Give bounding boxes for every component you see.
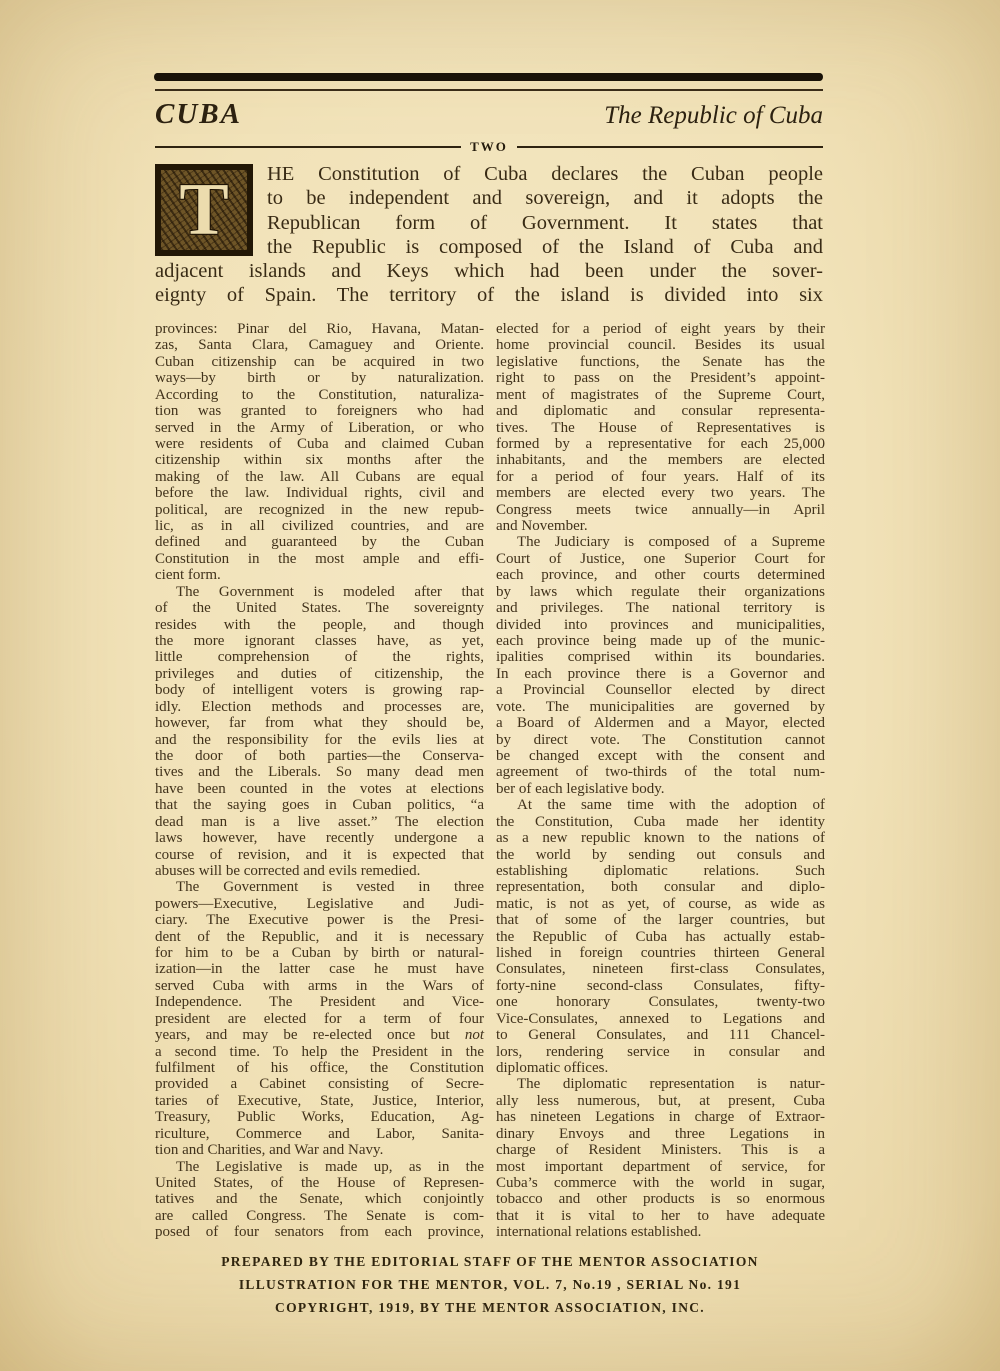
text-line: citizenship within six months after the <box>155 452 484 469</box>
text-line: provinces: Pinar del Rio, Havana, Matan- <box>155 321 484 337</box>
text-line: powers—Executive, Legislative and Judi- <box>155 895 484 912</box>
text-line: years, and may be re-elected once but not <box>155 1027 484 1044</box>
text-line: ways—by birth or by naturalization. <box>155 370 484 387</box>
top-thin-rule <box>155 89 823 91</box>
text-line: Cuba’s commerce with the world in sugar, <box>496 1174 825 1191</box>
text-line: and diplomatic and consular representa- <box>496 403 825 420</box>
text-line: At the same time with the adoption of <box>517 797 825 814</box>
text-line: The Government is vested in three <box>176 879 484 896</box>
text-line: and privileges. The national territory is <box>496 600 825 617</box>
text-line: tatives and the Senate, which conjointly <box>155 1191 484 1208</box>
paragraph <box>155 879 484 1158</box>
text-line: that it is vital to her to have adequate <box>496 1207 825 1224</box>
paragraph <box>155 584 484 880</box>
text-line: tobacco and other products is so enormous <box>496 1191 825 1208</box>
text-line: ciary. The Executive power is the Presi- <box>155 912 484 929</box>
text-line: cient form. <box>155 567 221 584</box>
text-line: tives and the Liberals. So many dead men <box>155 764 484 781</box>
text-line: Treasury, Public Works, Education, Ag- <box>155 1109 484 1126</box>
text-line: Court of Justice, one Superior Court for <box>496 550 825 567</box>
text-line: taries of Executive, State, Justice, Interior, <box>155 1092 484 1109</box>
text-line: has nineteen Legations in charge of Extraor- <box>496 1109 825 1126</box>
text-line: charge of Resident Ministers. This is a <box>496 1142 825 1159</box>
text-line: home provincial council. Besides its usual <box>496 337 825 354</box>
text-line: however, far from what they should be, <box>155 715 484 732</box>
page-number-label: TWO <box>470 139 508 154</box>
text-line: making of the law. All Cubans are equal <box>155 468 484 485</box>
intro-line: to be independent and sovereign, and it adopts the <box>267 187 823 210</box>
text-line: by direct vote. The Constitution cannot <box>496 731 825 748</box>
text-line: vote. The municipalities are governed by <box>496 698 825 715</box>
paragraph <box>496 321 825 534</box>
text-line: and November. <box>496 518 588 535</box>
drop-cap-letter: T <box>179 169 229 251</box>
text-line: Constitution in the most ample and effi- <box>155 550 484 567</box>
text-line: dead man is a live asset.” The election <box>155 813 484 830</box>
text-line: provided a Cabinet consisting of Secre- <box>155 1076 484 1093</box>
text-line: fulfilment of his office, the Constitution <box>155 1059 484 1076</box>
text-line: a second time. To help the President in the <box>155 1043 484 1060</box>
text-line: most important department of service, for <box>496 1158 825 1175</box>
text-line: ally less numerous, but, at present, Cuba <box>496 1092 825 1109</box>
text-line: posed of four senators from each province, <box>155 1224 484 1241</box>
text-line: before the law. Individual rights, civil and <box>155 485 484 502</box>
text-line: dent of the Republic, and it is necessary <box>155 928 484 945</box>
text-line: lished in foreign countries thirteen General <box>496 945 825 962</box>
text-line: Cuban citizenship can be acquired in two <box>155 353 484 370</box>
text-line: ipalities comprised within its boundaries. <box>496 649 825 666</box>
text-line: lic, as in all civilized countries, and are <box>155 518 484 535</box>
text-line: forty-nine second-class Consulates, fifty- <box>496 977 825 994</box>
intro-paragraph <box>155 162 823 308</box>
text-line: for a period of four years. Half of its <box>496 468 825 485</box>
header-right-title: The Republic of Cuba <box>604 102 823 129</box>
page-number-divider <box>155 139 823 155</box>
text-line: According to the Constitution, naturaliza- <box>155 386 484 403</box>
text-line: for him to be a Cuban by birth or natural- <box>155 945 484 962</box>
text-line: a Board of Aldermen and a Mayor, elected <box>496 715 825 732</box>
text-line: Independence. The President and Vice- <box>155 994 484 1011</box>
top-thick-rule <box>154 73 823 81</box>
paragraph <box>155 321 484 584</box>
text-line: formed by a representative for each 25,000 <box>496 435 825 452</box>
text-line: of the United States. The sovereignty <box>155 600 484 617</box>
text-line: are called Congress. The Senate is com- <box>155 1207 484 1224</box>
text-line: be changed except with the consent and <box>496 747 825 764</box>
text-line: divided into provinces and municipalities, <box>496 616 825 633</box>
intro-line: the Republic is composed of the Island of Cuba and <box>267 235 823 258</box>
text-line: abuses will be corrected and evils remedied. <box>155 862 421 879</box>
text-line: course of revision, and it is expected that <box>155 846 484 863</box>
text-line: and the responsibility for the evils lies at <box>155 731 484 748</box>
text-line: as a new republic known to the nations of <box>496 830 825 847</box>
text-line: Vice-Consulates, annexed to Legations and <box>496 1010 825 1027</box>
intro-line: adjacent islands and Keys which had been under the sover- <box>155 260 823 283</box>
text-line: lors, rendering service in consular and <box>496 1043 825 1060</box>
text-line: the Constitution, Cuba made her identity <box>496 813 825 830</box>
text-line: tion was granted to foreigners who had <box>155 403 484 420</box>
text-line: the door of both parties—the Conserva- <box>155 747 484 764</box>
text-line: resides with the people, and though <box>155 616 484 633</box>
text-line: little comprehension of the rights, <box>155 649 484 666</box>
text-line: privileges and duties of citizenship, the <box>155 665 484 682</box>
text-line: dinary Envoys and three Legations in <box>496 1125 825 1142</box>
text-line: tives. The House of Representatives is <box>496 419 825 436</box>
text-line: were residents of Cuba and claimed Cuban <box>155 435 484 452</box>
text-line: served Cuba with arms in the Wars of <box>155 977 484 994</box>
text-line: president are elected for a term of four <box>155 1010 484 1027</box>
text-line: each province being made up of the munic- <box>496 633 825 650</box>
text-line: tion and Charities, and War and Navy. <box>155 1142 384 1159</box>
text-line: agreement of two-thirds of the total num- <box>496 764 825 781</box>
text-line: matic, is not as yet, of course, as wide as <box>496 895 825 912</box>
text-line: the more ignorant classes have, as yet, <box>155 633 484 650</box>
text-line: ber of each legislative body. <box>496 780 665 797</box>
text-line: each province, and other courts determined <box>496 567 825 584</box>
text-line: one honorary Consulates, twenty-two <box>496 994 825 1011</box>
text-line: ization—in the latter case he must have <box>155 961 484 978</box>
divider-rule-left <box>155 146 461 148</box>
text-line: The diplomatic representation is natur- <box>517 1076 825 1093</box>
paragraph <box>496 534 825 797</box>
footer-credits <box>155 1250 825 1319</box>
right-column <box>496 321 825 1241</box>
text-line: idly. Election methods and processes are, <box>155 698 484 715</box>
text-line: right to pass on the President’s appoint- <box>496 370 825 387</box>
left-column <box>155 321 484 1241</box>
text-line: that of some of the larger countries, but <box>496 912 825 929</box>
text-line: The Government is modeled after that <box>176 583 484 600</box>
text-line: defined and guaranteed by the Cuban <box>155 534 484 551</box>
paragraph <box>496 1076 825 1240</box>
text-line: the Republic of Cuba has actually estab- <box>496 928 825 945</box>
text-line: a Provincial Counsellor elected by direct <box>496 682 825 699</box>
text-line: have been counted in the votes at elections <box>155 780 484 797</box>
intro-line: Republican form of Government. It states that <box>267 211 823 234</box>
text-line: Consulates, nineteen first-class Consulates, <box>496 961 825 978</box>
divider-rule-right <box>517 146 823 148</box>
footer-line: ILLUSTRATION FOR THE MENTOR, VOL. 7, No.19 , SERIAL No. 191 <box>238 1277 742 1292</box>
paragraph <box>496 797 825 1076</box>
drop-cap-box <box>155 164 253 256</box>
intro-line: HE Constitution of Cuba declares the Cuban people <box>267 163 823 185</box>
text-line: diplomatic offices. <box>496 1059 609 1076</box>
text-line: served in the Army of Liberation, or who <box>155 419 484 436</box>
text-line: to General Consulates, and 111 Chancel- <box>496 1027 825 1044</box>
text-line: the world by sending out consuls and <box>496 846 825 863</box>
text-line: ment of magistrates of the Supreme Court, <box>496 386 825 403</box>
text-line: that the saying goes in Cuban politics, “a <box>155 797 484 814</box>
text-line: United States, of the House of Represen- <box>155 1174 484 1191</box>
text-line: riculture, Commerce and Labor, Sanita- <box>155 1125 484 1142</box>
text-line: zas, Santa Clara, Camaguey and Oriente. <box>155 337 484 354</box>
text-line: legislative functions, the Senate has the <box>496 353 825 370</box>
text-line: inhabitants, and the members are elected <box>496 452 825 469</box>
page-header <box>155 98 823 131</box>
text-line: representation, both consular and diplo- <box>496 879 825 896</box>
intro-line: eignty of Spain. The territory of the island is divided into six <box>155 284 823 307</box>
text-line: The Legislative is made up, as in the <box>176 1158 484 1175</box>
text-line: Congress meets twice annually—in April <box>496 501 825 518</box>
paragraph <box>155 1159 484 1241</box>
text-line: members are elected every two years. The <box>496 485 825 502</box>
footer-line: PREPARED BY THE EDITORIAL STAFF OF THE MENTOR ASSOCIATION <box>221 1254 759 1269</box>
text-line: elected for a period of eight years by their <box>496 321 825 337</box>
text-line: laws however, have recently undergone a <box>155 830 484 847</box>
text-line: establishing diplomatic relations. Such <box>496 862 825 879</box>
body-columns <box>155 321 825 1241</box>
text-line: by laws which regulate their organizations <box>496 583 825 600</box>
text-line: international relations established. <box>496 1224 702 1241</box>
text-line: body of intelligent voters is growing rap- <box>155 682 484 699</box>
text-line: The Judiciary is composed of a Supreme <box>517 534 825 551</box>
text-line: In each province there is a Governor and <box>496 665 825 682</box>
text-line: political, are recognized in the new repub- <box>155 501 484 518</box>
header-left-title: CUBA <box>155 98 242 130</box>
footer-line: COPYRIGHT, 1919, BY THE MENTOR ASSOCIATION, INC. <box>275 1300 705 1315</box>
